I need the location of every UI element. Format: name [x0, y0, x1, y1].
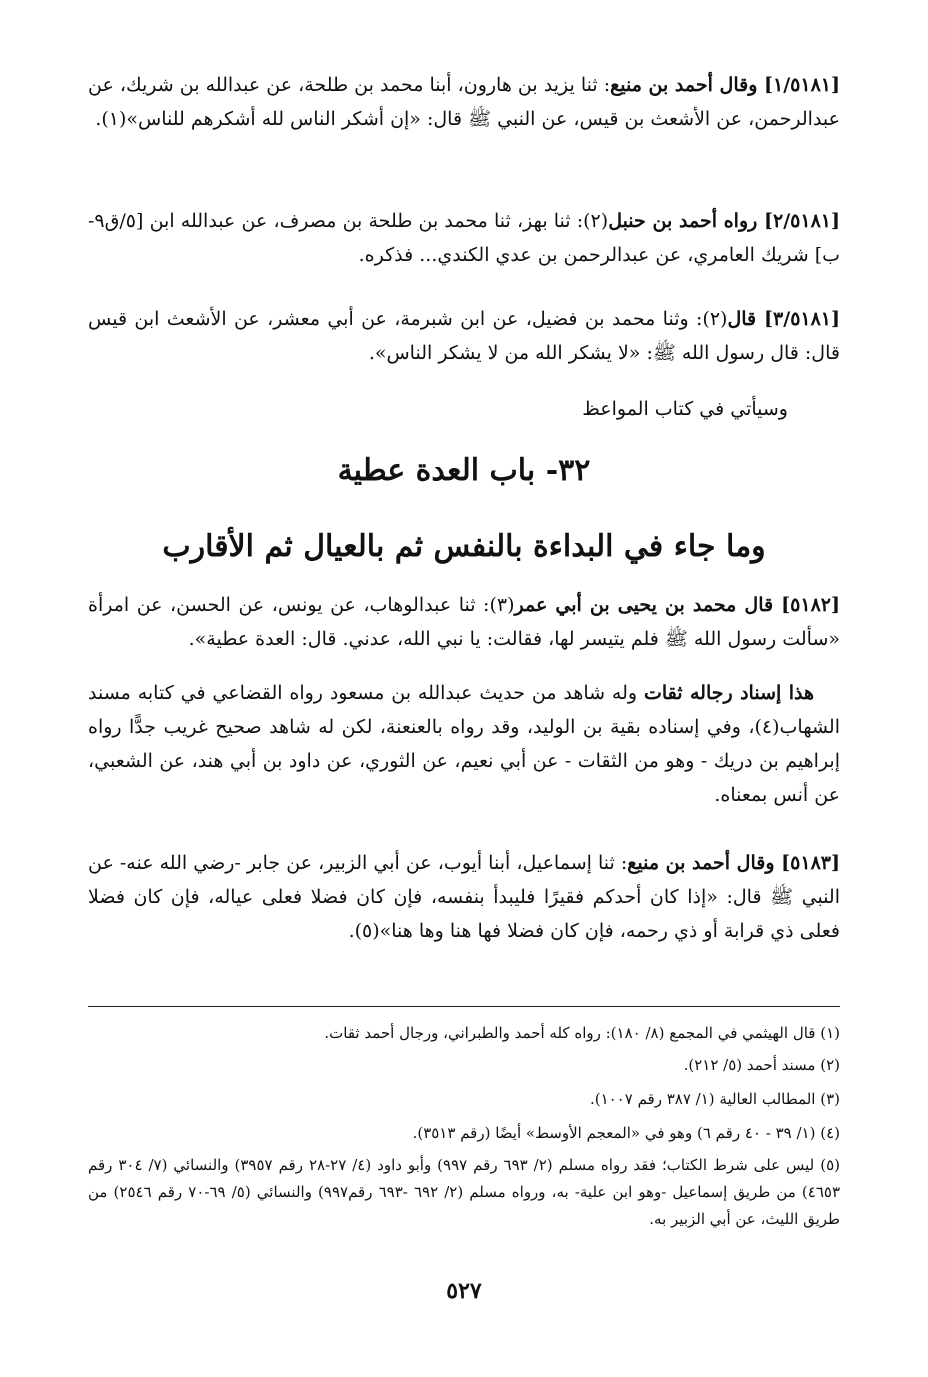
footnote-3: (٣) المطالب العالية (١/ ٣٨٧ رقم ١٠٠٧). — [589, 1090, 840, 1108]
page-number: ٥٢٧ — [446, 1278, 482, 1304]
comment-text: وله شاهد من حديث عبدالله بن مسعود رواه القضاعي في كتابه مسند الشهاب(٤)، وفي إسناده بقية بن الوليد، وقد رواه بالعنعنة، لكن له شاهد صحيح غريب جدًّا رواه إبراهيم بن دريك - وهو من الثقات - عن أبي نعيم، عن الثوري، عن داود بن أبي هند، عن الشعبي، عن أنس بمعناه. — [88, 682, 840, 806]
hadith-lead: [٣/٥١٨١] قال — [727, 308, 841, 330]
hadith-text: (٣): ثنا عبدالوهاب، عن يونس، عن الحسن، عن امرأة «سألت رسول الله ﷺ فلم يتيسر لها، فقالت: يا نبي الله، عدني. قال: العدة عطية». — [88, 594, 840, 650]
hadith-lead: [٥١٨٣] وقال أحمد بن منيع — [627, 852, 840, 874]
footnote-5: (٥) ليس على شرط الكتاب؛ فقد رواه مسلم (٢/ ٦٩٣ رقم ٩٩٧) وأبو داود (٤/ ٢٧-٢٨ رقم ٣٩٥٧) والنسائي (٧/ ٣٠٤ رقم ٤٦٥٣) من طريق إسماعيل -وهو ابن علية- به، ورواه مسلم (٢/ ٦٩٢ -٦٩٣ رقم٩٩٧) والنسائي (٥/ ٦٩-٧٠ رقم ٢٥٤٦) من طريق الليث، عن أبي الزبير به. — [88, 1156, 841, 1228]
isnad-comment — [88, 676, 840, 812]
see-also-note: وسيأتي في كتاب المواعظ — [582, 398, 788, 420]
footnote-4: (٤) (١/ ٣٩ - ٤٠ رقم ٦) وهو في «المعجم الأوسط» أيضًا (رقم ٣٥١٣). — [412, 1124, 840, 1142]
hadith-lead: [٥١٨٢] قال محمد بن يحيى بن أبي عمر — [514, 594, 840, 616]
hadith-text: : ثنا إسماعيل، أبنا أيوب، عن أبي الزبير، عن جابر -رضي الله عنه- عن النبي ﷺ قال: «إذا كان أحدكم فقيرًا فليبدأ بنفسه، فإن كان فضلا فعلى عياله، فإن كان فضلا فعلى ذي قرابة أو ذي رحمه، فإن كان فضلا فها هنا وها هنا»(٥). — [88, 852, 840, 942]
hadith-text: (٢): وثنا محمد بن فضيل، عن ابن شبرمة، عن أبي معشر، عن الأشعث ابن قيس قال: قال رسول الله ﷺ: «لا يشكر الله من لا يشكر الناس». — [88, 308, 840, 364]
footnote-1: (١) قال الهيثمي في المجمع (٨/ ١٨٠): رواه كله أحمد والطبراني، ورجال أحمد ثقات. — [324, 1024, 840, 1042]
hadith-text: : ثنا يزيد بن هارون، أبنا محمد بن طلحة، عن عبدالله بن شريك، عن عبدالرحمن، عن الأشعث بن قيس، عن النبي ﷺ قال: «إن أشكر الناس لله أشكرهم للناس»(١). — [88, 74, 840, 130]
hadith-5181-3 — [88, 302, 840, 370]
hadith-5181-1 — [88, 68, 840, 136]
footnote-2: (٢) مسند أحمد (٥/ ٢١٢). — [683, 1056, 840, 1074]
hadith-text: (٢): ثنا بهز، ثنا محمد بن طلحة بن مصرف، عن عبدالله ابن [٥/ق٩-ب] شريك العامري، عن عبدالرحمن بن عدي الكندي... فذكره. — [88, 210, 840, 266]
comment-lead: هذا إسناد رجاله ثقات — [643, 682, 814, 704]
hadith-lead: [١/٥١٨١] وقال أحمد بن منيع — [610, 74, 840, 96]
hadith-5183 — [88, 846, 840, 948]
footnote-separator — [88, 1006, 840, 1007]
chapter-title: ٣٢- باب العدة عطية — [337, 453, 591, 488]
hadith-5182 — [88, 588, 840, 656]
hadith-lead: [٢/٥١٨١] رواه أحمد بن حنبل — [608, 210, 840, 232]
chapter-subtitle: وما جاء في البداءة بالنفس ثم بالعيال ثم الأقارب — [162, 529, 766, 564]
hadith-5181-2 — [88, 204, 840, 272]
